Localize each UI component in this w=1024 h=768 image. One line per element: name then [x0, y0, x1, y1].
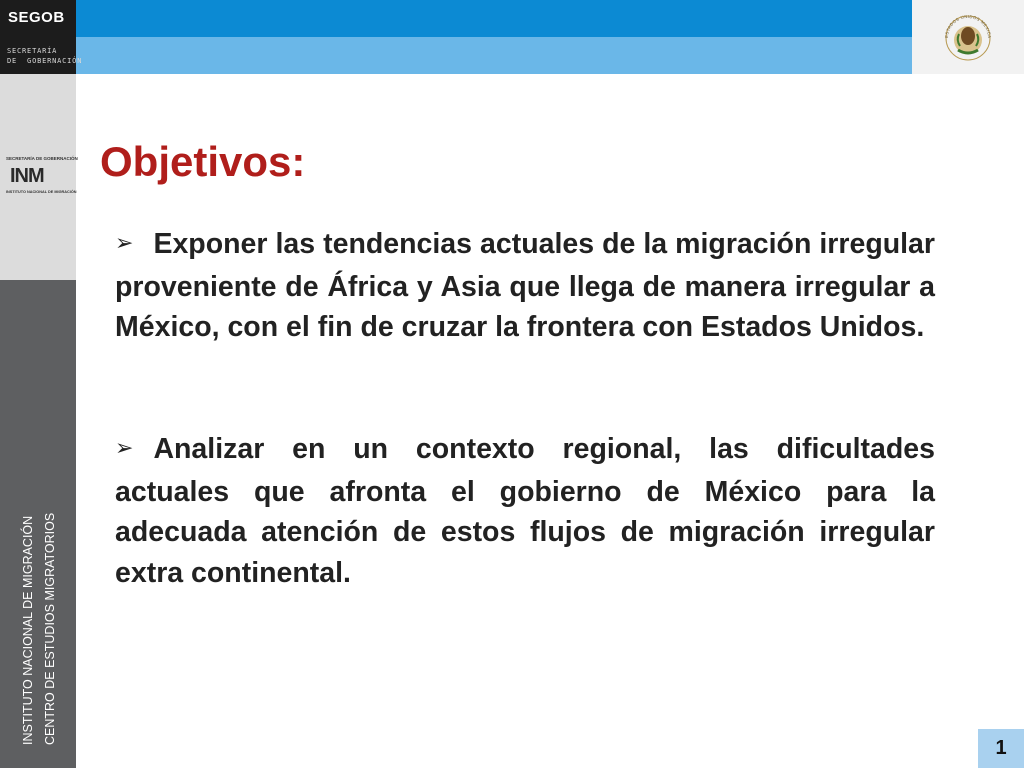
segob-brand: SEGOB — [8, 9, 65, 26]
bullet-item — [115, 224, 935, 348]
inm-logo-bottom-text: INSTITUTO NACIONAL DE MIGRACIÓN — [6, 190, 77, 194]
inm-logo — [6, 156, 78, 198]
mexico-seal-icon — [940, 6, 996, 66]
slide-title: Objetivos: — [100, 138, 306, 185]
header-top-bar — [0, 0, 912, 37]
bullet-item — [115, 429, 935, 593]
page-number: 1 — [978, 729, 1024, 768]
inm-logo-mark: INM — [10, 165, 44, 187]
sidebar-vertical-label-center: CENTRO DE ESTUDIOS MIGRATORIOS — [43, 512, 57, 745]
seal-text: ESTADOS UNIDOS MEXICA — [943, 13, 993, 39]
bullet-text: Analizar en un contexto regional, las dificultades actuales que afronta el gobierno de México para la adecuada atención de estos flujos de migración irregular extra continental. — [115, 433, 935, 589]
segob-subtitle: SECRETARÍA DE GOBERNACIÓN — [7, 47, 83, 65]
inm-logo-top-text: SECRETARÍA DE GOBERNACIÓN — [6, 156, 78, 161]
sidebar-bottom — [0, 280, 76, 768]
sidebar-vertical-label-institute: INSTITUTO NACIONAL DE MIGRACIÓN — [21, 515, 35, 745]
arrowhead-bullet-icon: ➢ — [115, 435, 134, 460]
header-bottom-bar — [0, 37, 912, 74]
bullet-text: Exponer las tendencias actuales de la migración irregular proveniente de África y Asia que llega de manera irregular a México, con el fin de cruzar la frontera con Estados Unidos. — [115, 228, 935, 343]
seal-container — [912, 0, 1024, 74]
segob-logo — [0, 0, 83, 74]
arrowhead-bullet-icon: ➢ — [115, 230, 134, 255]
